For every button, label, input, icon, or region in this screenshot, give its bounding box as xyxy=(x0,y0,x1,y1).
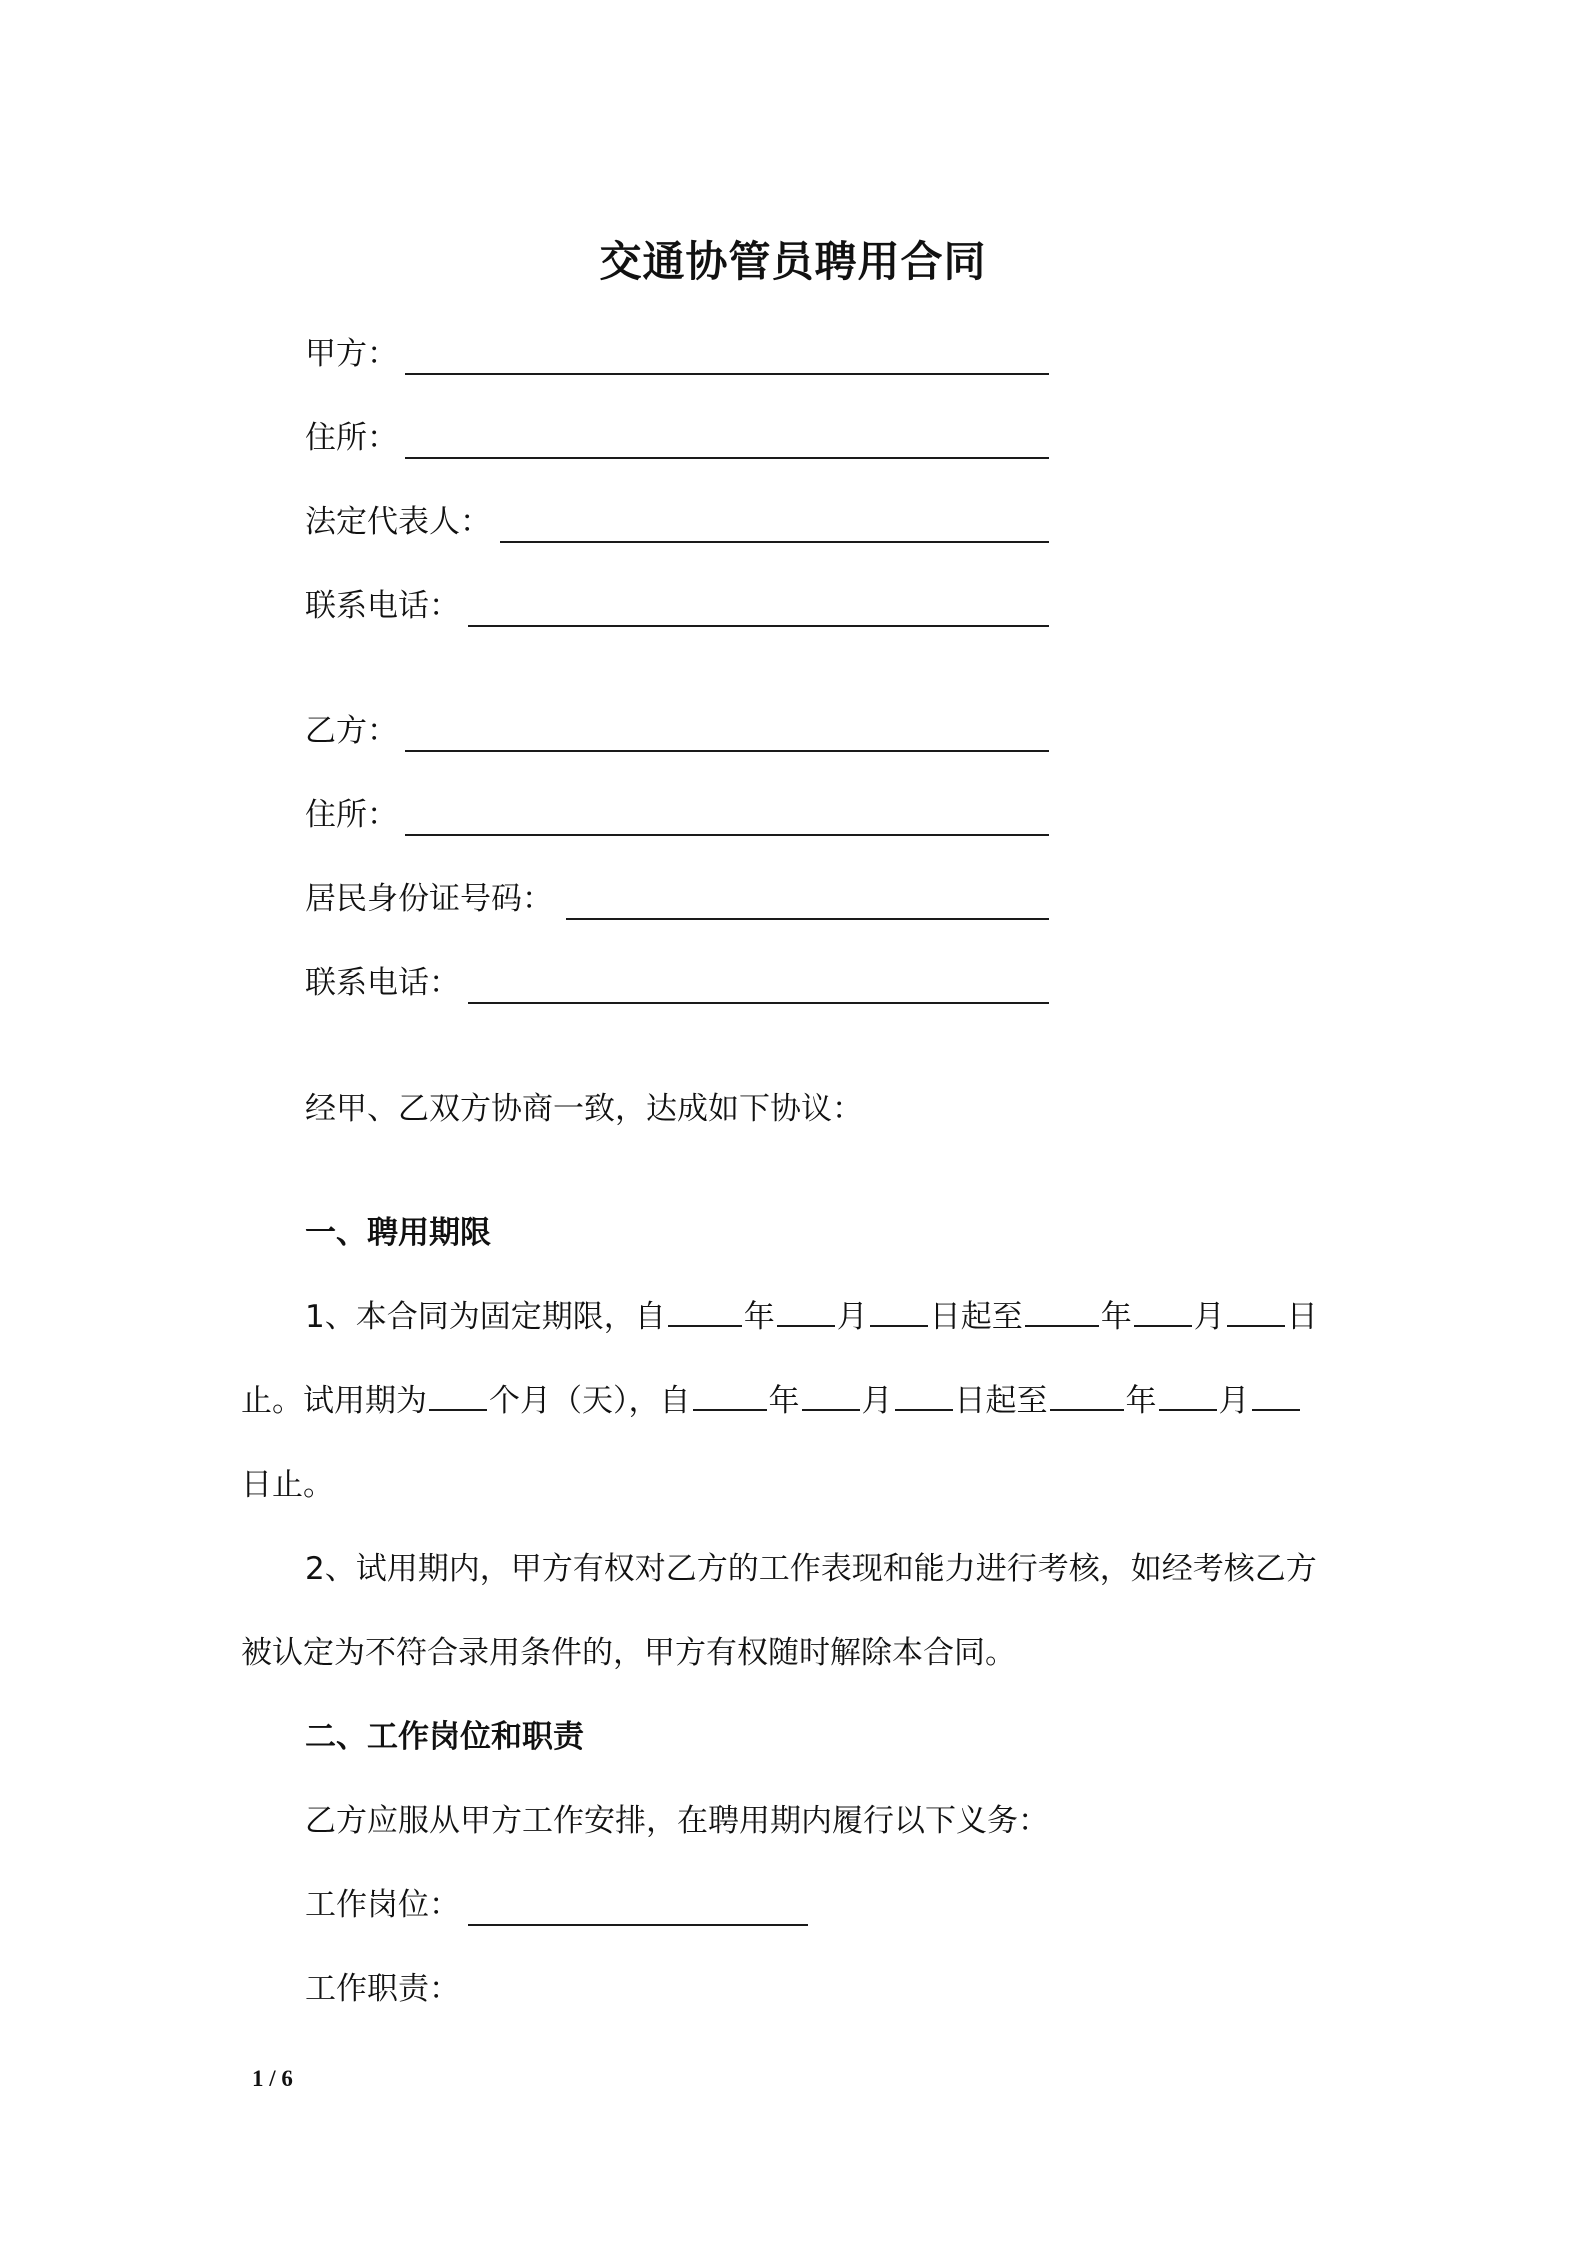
year-label: 年 xyxy=(743,1299,775,1335)
probation-start-year-blank[interactable] xyxy=(693,1379,767,1411)
start-day-blank[interactable] xyxy=(870,1295,928,1327)
section-1-heading: 一、聘用期限 xyxy=(305,1215,491,1251)
agreement-intro: 经甲、乙双方协商一致，达成如下协议： xyxy=(305,1091,863,1127)
section-2-heading: 二、工作岗位和职责 xyxy=(305,1719,584,1755)
party-b-id-row xyxy=(305,877,553,921)
clause-1-text-a: 1、本合同为固定期限，自 xyxy=(305,1299,666,1335)
start-year-blank[interactable] xyxy=(668,1295,742,1327)
clause-1-line-3: 日止。 xyxy=(241,1467,334,1503)
clause-1-line-2 xyxy=(241,1379,1302,1423)
clause-1-text-b: 止。试用期为 xyxy=(241,1383,427,1419)
section-2-intro: 乙方应服从甲方工作安排，在聘用期内履行以下义务： xyxy=(305,1803,1049,1839)
position-blank[interactable] xyxy=(468,1924,808,1926)
clause-2-line-2: 被认定为不符合录用条件的，甲方有权随时解除本合同。 xyxy=(241,1635,1016,1671)
probation-end-year-blank[interactable] xyxy=(1050,1379,1124,1411)
day-from-label: 日起至 xyxy=(954,1383,1048,1419)
party-a-name-row xyxy=(305,332,398,376)
party-b-id-label: 居民身份证号码： xyxy=(305,881,553,917)
party-a-legal-rep-blank[interactable] xyxy=(500,541,1049,543)
end-day-blank[interactable] xyxy=(1227,1295,1285,1327)
probation-start-month-blank[interactable] xyxy=(802,1379,860,1411)
party-a-name-blank[interactable] xyxy=(405,373,1049,375)
end-month-blank[interactable] xyxy=(1134,1295,1192,1327)
party-a-phone-blank[interactable] xyxy=(468,625,1049,627)
party-b-id-blank[interactable] xyxy=(566,918,1049,920)
probation-months-blank[interactable] xyxy=(429,1379,487,1411)
month-label: 月 xyxy=(1218,1383,1250,1419)
party-a-address-blank[interactable] xyxy=(405,457,1049,459)
party-b-name-blank[interactable] xyxy=(405,750,1049,752)
party-b-address-row xyxy=(305,793,398,837)
document-title: 交通协管员聘用合同 xyxy=(599,237,987,286)
party-a-address-label: 住所： xyxy=(305,420,398,456)
clause-1-text-c: 个月（天），自 xyxy=(489,1383,691,1419)
duties-row xyxy=(305,1967,460,2011)
month-label: 月 xyxy=(836,1299,868,1335)
end-year-blank[interactable] xyxy=(1025,1295,1099,1327)
party-b-address-blank[interactable] xyxy=(405,834,1049,836)
party-a-name-label: 甲方： xyxy=(305,336,398,372)
party-b-address-label: 住所： xyxy=(305,797,398,833)
party-b-name-label: 乙方： xyxy=(305,713,398,749)
party-a-address-row xyxy=(305,416,398,460)
duties-label: 工作职责： xyxy=(305,1971,460,2007)
party-a-legal-rep-label: 法定代表人： xyxy=(305,504,491,540)
party-b-phone-label: 联系电话： xyxy=(305,965,460,1001)
party-a-phone-label: 联系电话： xyxy=(305,588,460,624)
party-b-phone-blank[interactable] xyxy=(468,1002,1049,1004)
probation-start-day-blank[interactable] xyxy=(895,1379,953,1411)
party-a-phone-row xyxy=(305,584,460,628)
clause-1-line-1 xyxy=(305,1295,1318,1339)
year-label: 年 xyxy=(1100,1299,1132,1335)
probation-end-day-blank[interactable] xyxy=(1252,1379,1300,1411)
page-number: 1 / 6 xyxy=(252,2066,293,2091)
day-label: 日 xyxy=(1286,1299,1318,1335)
year-label: 年 xyxy=(1125,1383,1157,1419)
position-row xyxy=(305,1883,460,1927)
month-label: 月 xyxy=(861,1383,893,1419)
position-label: 工作岗位： xyxy=(305,1887,460,1923)
clause-2-line-1: 2、试用期内，甲方有权对乙方的工作表现和能力进行考核，如经考核乙方 xyxy=(305,1551,1317,1587)
day-from-label: 日起至 xyxy=(929,1299,1023,1335)
year-label: 年 xyxy=(768,1383,800,1419)
start-month-blank[interactable] xyxy=(777,1295,835,1327)
party-b-name-row xyxy=(305,709,398,753)
party-a-legal-rep-row xyxy=(305,500,491,544)
month-label: 月 xyxy=(1193,1299,1225,1335)
probation-end-month-blank[interactable] xyxy=(1159,1379,1217,1411)
party-b-phone-row xyxy=(305,961,460,1005)
